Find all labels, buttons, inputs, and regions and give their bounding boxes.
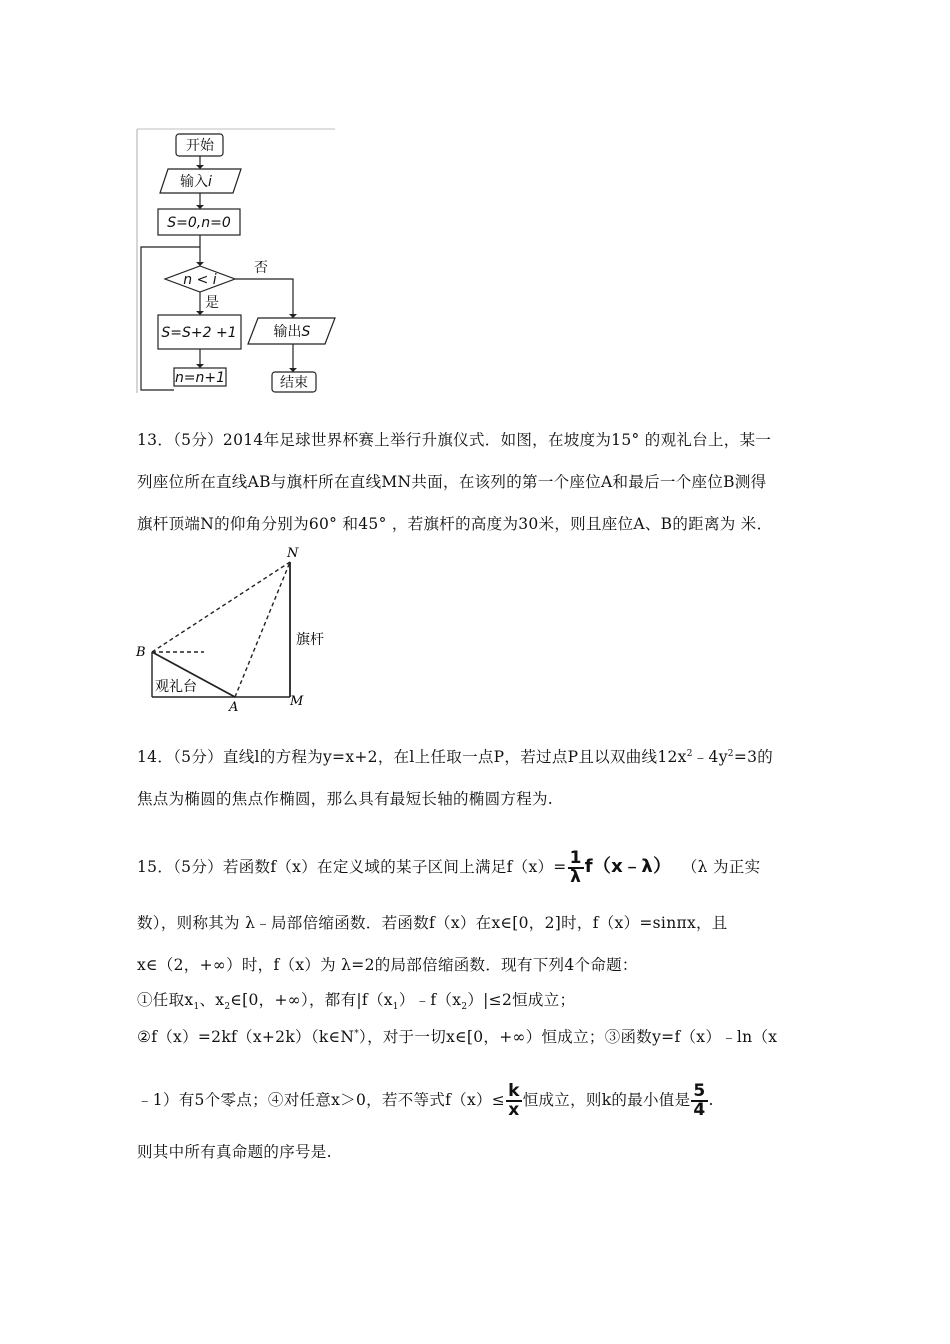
q15-line-7: 则其中所有真命题的序号是. [137, 1143, 332, 1161]
q13-line-1: 13．（5分）2014年足球世界杯赛上举行升旗仪式．如图，在坡度为15° 的观礼台上，某一 [137, 431, 772, 449]
flow-end-label: 结束 [280, 375, 308, 391]
q15-line-1: 15．（5分）若函数f（x）在定义域的某子区间上满足f（x）= $\frac{1}{\lambda}$ f（x﹣λ） （λ 为正实 [137, 848, 761, 887]
flow-output-label: 输出S [273, 324, 311, 340]
flow-condition-label: n < i [183, 272, 217, 288]
flow-init-label: S=0,n=0 [167, 215, 231, 231]
q15-line-4: ①任取$x_1$、$x_2\in[0$，+∞），都有$|f(x_1)﹣f(x_2)|\le 2$恒成立； [137, 991, 576, 1013]
flagpole-figure [128, 540, 343, 715]
fraction-five-fourths: $\frac{5}{4}$ [693, 1081, 706, 1120]
label-flagpole: 旗杆 [296, 632, 324, 648]
q14-line-1: 14．（5分）直线l的方程为y=x+2，在l上任取一点P，若过点P且以双曲线$12x^2﹣4y^2=3$的 [137, 748, 774, 766]
flow-no-label: 否 [254, 260, 268, 276]
fraction-k-over-x: $\frac{k}{x}$ [508, 1081, 520, 1120]
label-platform: 观礼台 [155, 679, 197, 695]
flow-start-label: 开始 [186, 138, 214, 154]
flow-yes-label: 是 [205, 295, 219, 311]
flow-no-branch [235, 279, 293, 318]
label-B: B [136, 645, 146, 660]
flow-update-n-label: n=n+1 [174, 370, 226, 386]
q13-line-2: 列座位所在直线AB与旗杆所在直线MN共面，在该列的第一个座位A和最后一个座位B测得 [137, 473, 767, 491]
label-A: A [229, 700, 239, 715]
q15-line-5: ②f（x）=2kf（x+2k）（k∈N*），对于一切x∈[0，+∞）恒成立；③函数y=f（x）﹣ln（x [137, 1028, 778, 1046]
flow-update-s-label: S=S+2 +1 [161, 325, 237, 341]
flow-input-label: 输入i [180, 174, 212, 190]
q14-line-2: 焦点为椭圆的焦点作椭圆，那么具有最短长轴的椭圆方程为. [137, 790, 554, 808]
label-N: N [287, 546, 299, 561]
q13-line-3: 旗杆顶端N的仰角分别为60° 和45° ，若旗杆的高度为30米，则且座位A、B的距离为 米． [137, 515, 773, 533]
sightline-AN [235, 562, 290, 697]
sightline-BN [152, 562, 290, 652]
flowchart-figure [130, 125, 345, 397]
fraction-one-over-lambda: $\frac{1}{\lambda}$ [569, 848, 582, 887]
q15-line-3: x∈（2，+∞）时，f（x）为 λ=2的局部倍缩函数．现有下列4个命题： [137, 956, 638, 974]
q15-line-6: ﹣1）有5个零点；④对任意x＞0，若不等式f（x）≤ $\frac{k}{x}$ 恒成立，则k的最小值是 $\frac{5}{4}$ . [137, 1081, 714, 1120]
q15-line-2: 数），则称其为 λ﹣局部倍缩函数．若函数f（x）在x∈[0，2]时，f（x）=sinπx，且 [137, 914, 728, 932]
label-M: M [290, 694, 304, 709]
